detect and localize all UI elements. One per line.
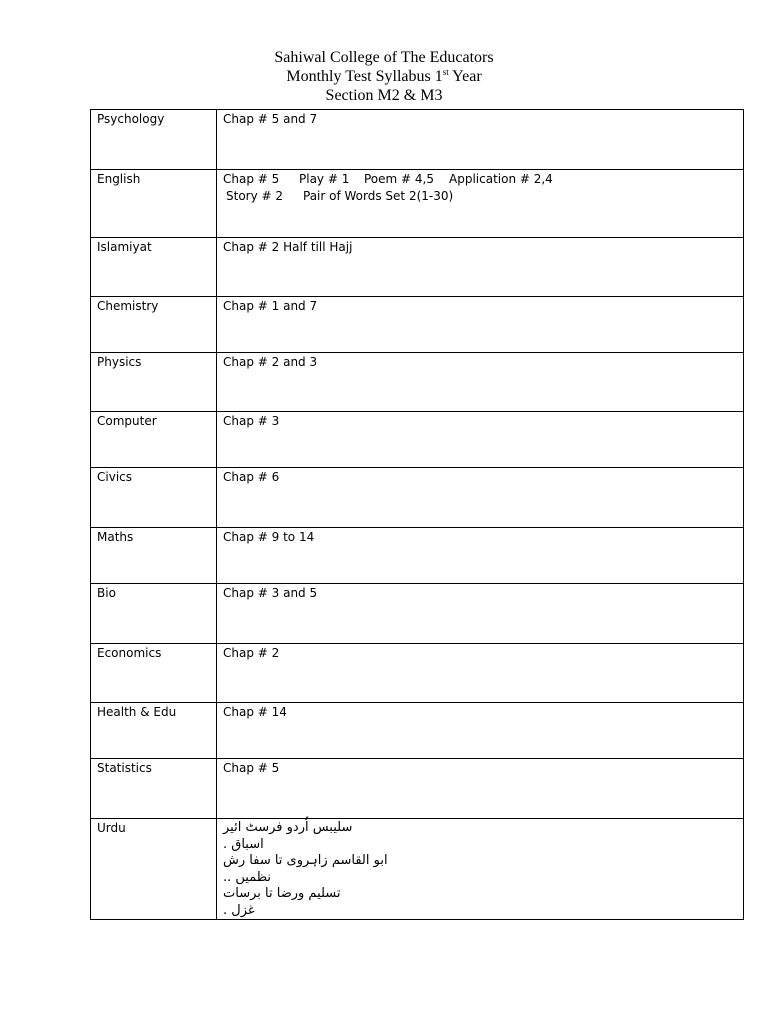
table-row — [91, 468, 744, 528]
subject-cell: Computer — [91, 412, 217, 468]
ordinal-suffix: st — [442, 67, 449, 77]
table-row — [91, 819, 744, 920]
urdu-line: ابو القاسم زاہروی تا سفا رش — [223, 853, 388, 868]
syllabus-cell — [217, 170, 744, 238]
subject-cell: Islamiyat — [91, 238, 217, 297]
table-row — [91, 297, 744, 353]
subject-cell: Chemistry — [91, 297, 217, 353]
subject-cell: Maths — [91, 528, 217, 584]
urdu-line: اسباق . — [223, 836, 264, 852]
subject-cell: English — [91, 170, 217, 238]
table-row — [91, 703, 744, 759]
syllabus-part: Application # 2,4 — [449, 172, 553, 186]
syllabus-table — [90, 109, 744, 920]
syllabus-part: Chap # 5 — [223, 172, 280, 186]
syllabus-cell: Chap # 1 and 7 — [217, 297, 744, 353]
test-title — [0, 67, 768, 86]
syllabus-cell: Chap # 14 — [217, 703, 744, 759]
urdu-line: نظمیں .. — [223, 869, 272, 885]
syllabus-cell: Chap # 3 and 5 — [217, 584, 744, 644]
college-name: Sahiwal College of The Educators — [274, 49, 494, 66]
subject-cell: Economics — [91, 644, 217, 703]
syllabus-cell: Chap # 5 — [217, 759, 744, 819]
subject-cell: Civics — [91, 468, 217, 528]
table-row — [91, 584, 744, 644]
syllabus-cell: Chap # 6 — [217, 468, 744, 528]
table-row — [91, 238, 744, 297]
urdu-line: سلیبس اُردو فرسٹ ائیر — [223, 820, 353, 835]
table-row — [91, 644, 744, 703]
subject-cell: Psychology — [91, 110, 217, 170]
test-title-text: Monthly Test Syllabus 1 — [286, 68, 443, 85]
syllabus-cell: Chap # 3 — [217, 412, 744, 468]
syllabus-cell: Chap # 5 and 7 — [217, 110, 744, 170]
syllabus-line — [223, 188, 737, 205]
syllabus-part: Pair of Words Set 2(1-30) — [303, 189, 454, 203]
urdu-line: غزل . — [223, 902, 255, 918]
section-label: Section M2 & M3 — [325, 87, 443, 104]
syllabus-cell: Chap # 2 — [217, 644, 744, 703]
table-row — [91, 528, 744, 584]
syllabus-cell — [217, 819, 744, 920]
syllabus-part: Poem # 4,5 — [364, 172, 434, 186]
subject-cell: Bio — [91, 584, 217, 644]
subject-cell: Urdu — [91, 819, 217, 920]
test-title-year: Year — [448, 68, 482, 85]
syllabus-cell: Chap # 2 Half till Hajj — [217, 238, 744, 297]
table-row — [91, 412, 744, 468]
table-row — [91, 759, 744, 819]
table-row — [91, 353, 744, 412]
subject-cell: Statistics — [91, 759, 217, 819]
syllabus-cell: Chap # 9 to 14 — [217, 528, 744, 584]
subject-cell: Health & Edu — [91, 703, 217, 759]
syllabus-part: Story # 2 — [226, 189, 284, 203]
syllabus-cell: Chap # 2 and 3 — [217, 353, 744, 412]
document-header — [0, 48, 768, 105]
table-row — [91, 170, 744, 238]
syllabus-part: Play # 1 — [299, 172, 350, 186]
subject-cell: Physics — [91, 353, 217, 412]
table-row — [91, 110, 744, 170]
urdu-line: تسلیم ورضا تا برسات — [223, 886, 341, 901]
syllabus-line — [223, 171, 737, 188]
